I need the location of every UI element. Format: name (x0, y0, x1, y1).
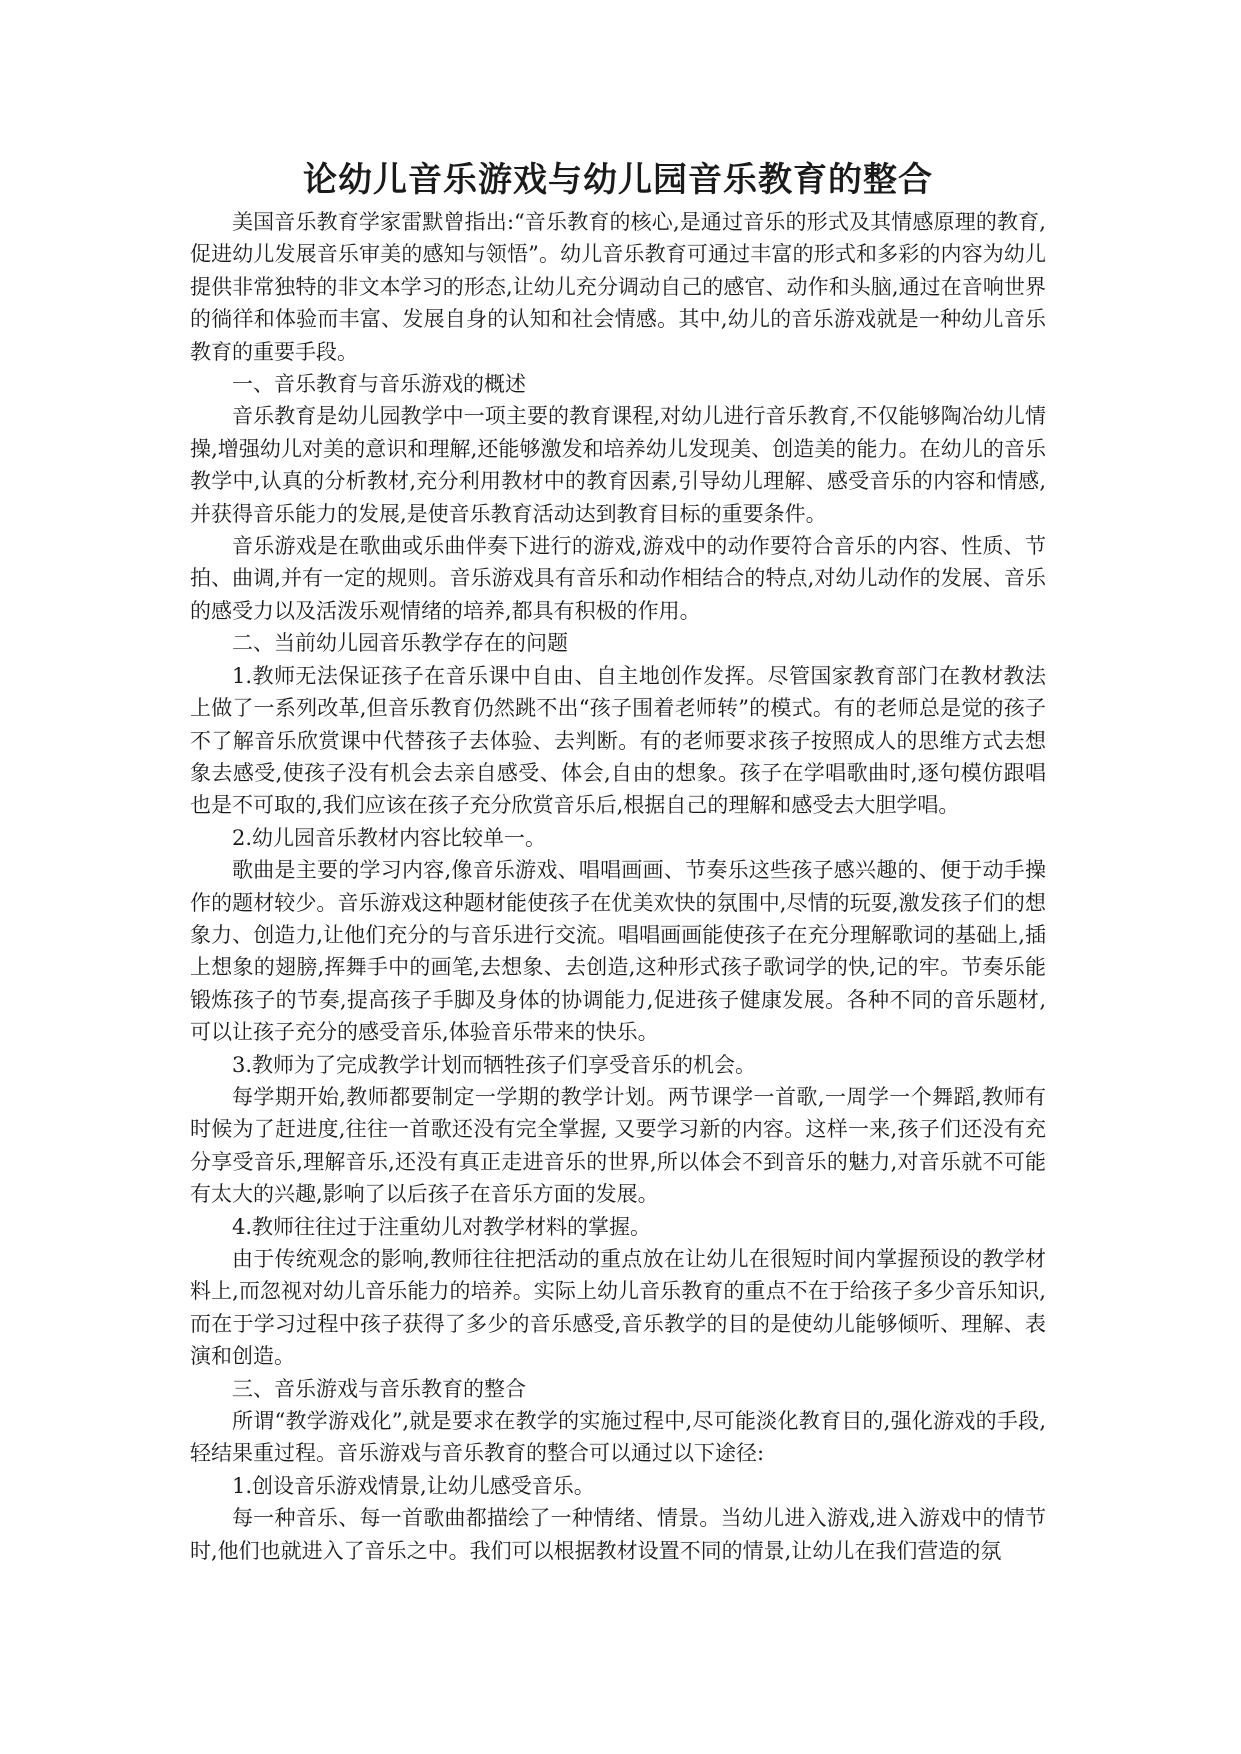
body-paragraph: 每一种音乐、每一首歌曲都描绘了一种情绪、情景。当幼儿进入游戏,进入游戏中的情节时,他们也就进入了音乐之中。我们可以根据教材设置不同的情景,让幼儿在我们营造的氛 (190, 1506, 1046, 1563)
intro-paragraph: 美国音乐教育学家雷默曾指出:“音乐教育的核心,是通过音乐的形式及其情感原理的教育,促进幼儿发展音乐审美的感知与领悟”。幼儿音乐教育可通过丰富的形式和多彩的内容为幼儿提供非常独特的非文本学习的形态,让幼儿充分调动自己的感官、动作和头脑,通过在音响世界的徜徉和体验而丰富、发展自身的认知和社会情感。其中,幼儿的音乐游戏就是一种幼儿音乐教育的重要手段。 (190, 210, 1046, 364)
section-heading-2: 二、当前幼儿园音乐教学存在的问题 (232, 631, 568, 656)
body-paragraph: 音乐教育是幼儿园教学中一项主要的教育课程,对幼儿进行音乐教育,不仅能够陶冶幼儿情操,增强幼儿对美的意识和理解,还能够激发和培养幼儿发现美、创造美的能力。在幼儿的音乐教学中,认真的分析教材,充分利用教材中的教育因素,引导幼儿理解、感受音乐的内容和情感,并获得音乐能力的发展,是使音乐教育活动达到教育目标的重要条件。 (190, 404, 1046, 526)
subheading: 4.教师往往过于注重幼儿对教学材料的掌握。 (232, 1214, 652, 1239)
section-heading-3: 三、音乐游戏与音乐教育的整合 (232, 1376, 526, 1401)
subheading: 2.幼儿园音乐教材内容比较单一。 (232, 825, 547, 850)
body-paragraph: 每学期开始,教师都要制定一学期的教学计划。两节课学一首歌,一周学一个舞蹈,教师有时候为了赶进度,往往一首歌还没有完全掌握, 又要学习新的内容。这样一来,孩子们还没有充分享受音乐,理解音乐,还没有真正走进音乐的世界,所以体会不到音乐的魅力,对音乐就不可能有太大的兴趣,影响了以后孩子在音乐方面的发展。 (190, 1084, 1046, 1207)
document-page (190, 158, 1046, 1567)
body-paragraph: 歌曲是主要的学习内容,像音乐游戏、唱唱画画、节奏乐这些孩子感兴趣的、便于动手操作的题材较少。音乐游戏这种题材能使孩子在优美欢快的氛围中,尽情的玩耍,激发孩子们的想象力、创造力,让他们充分的与音乐进行交流。唱唱画画能使孩子在充分理解歌词的基础上,插上想象的翅膀,挥舞手中的画笔,去想象、去创造,这种形式孩子歌词学的快,记的牢。节奏乐能锻炼孩子的节奏,提高孩子手脚及身体的协调能力,促进孩子健康发展。各种不同的音乐题材,可以让孩子充分的感受音乐,体验音乐带来的快乐。 (190, 858, 1046, 1045)
subheading: 1.创设音乐游戏情景,让幼儿感受音乐。 (232, 1473, 595, 1498)
subheading: 3.教师为了完成教学计划而牺牲孩子们享受音乐的机会。 (232, 1052, 757, 1077)
document-title: 论幼儿音乐游戏与幼儿园音乐教育的整合 (303, 160, 933, 200)
numbered-paragraph: 1.教师无法保证孩子在音乐课中自由、自主地创作发挥。尽管国家教育部门在教材教法上做了一系列改革,但音乐教育仍然跳不出“孩子围着老师转”的模式。有的老师总是觉的孩子不了解音乐欣赏课中代替孩子去体验、去判断。有的老师要求孩子按照成人的思维方式去想象去感受,使孩子没有机会去亲自感受、体会,自由的想象。孩子在学唱歌曲时,逐句模仿跟唱也是不可取的,我们应该在孩子充分欣赏音乐后,根据自己的理解和感受去大胆学唱。 (190, 663, 1046, 818)
section-heading-1: 一、音乐教育与音乐游戏的概述 (232, 372, 526, 397)
body-paragraph: 所谓“教学游戏化”,就是要求在教学的实施过程中,尽可能淡化教育目的,强化游戏的手段,轻结果重过程。音乐游戏与音乐教育的整合可以通过以下途径: (190, 1409, 1046, 1466)
body-paragraph: 由于传统观念的影响,教师往往把活动的重点放在让幼儿在很短时间内掌握预设的教学材料上,而忽视对幼儿音乐能力的培养。实际上幼儿音乐教育的重点不在于给孩子多少音乐知识,而在于学习过程中孩子获得了多少的音乐感受,音乐教学的目的是使幼儿能够倾听、理解、表演和创造。 (190, 1247, 1046, 1369)
document-body (190, 206, 1046, 1567)
body-paragraph: 音乐游戏是在歌曲或乐曲伴奏下进行的游戏,游戏中的动作要符合音乐的内容、性质、节拍、曲调,并有一定的规则。音乐游戏具有音乐和动作相结合的特点,对幼儿动作的发展、音乐的感受力以及活泼乐观情绪的培养,都具有积极的作用。 (190, 534, 1046, 623)
